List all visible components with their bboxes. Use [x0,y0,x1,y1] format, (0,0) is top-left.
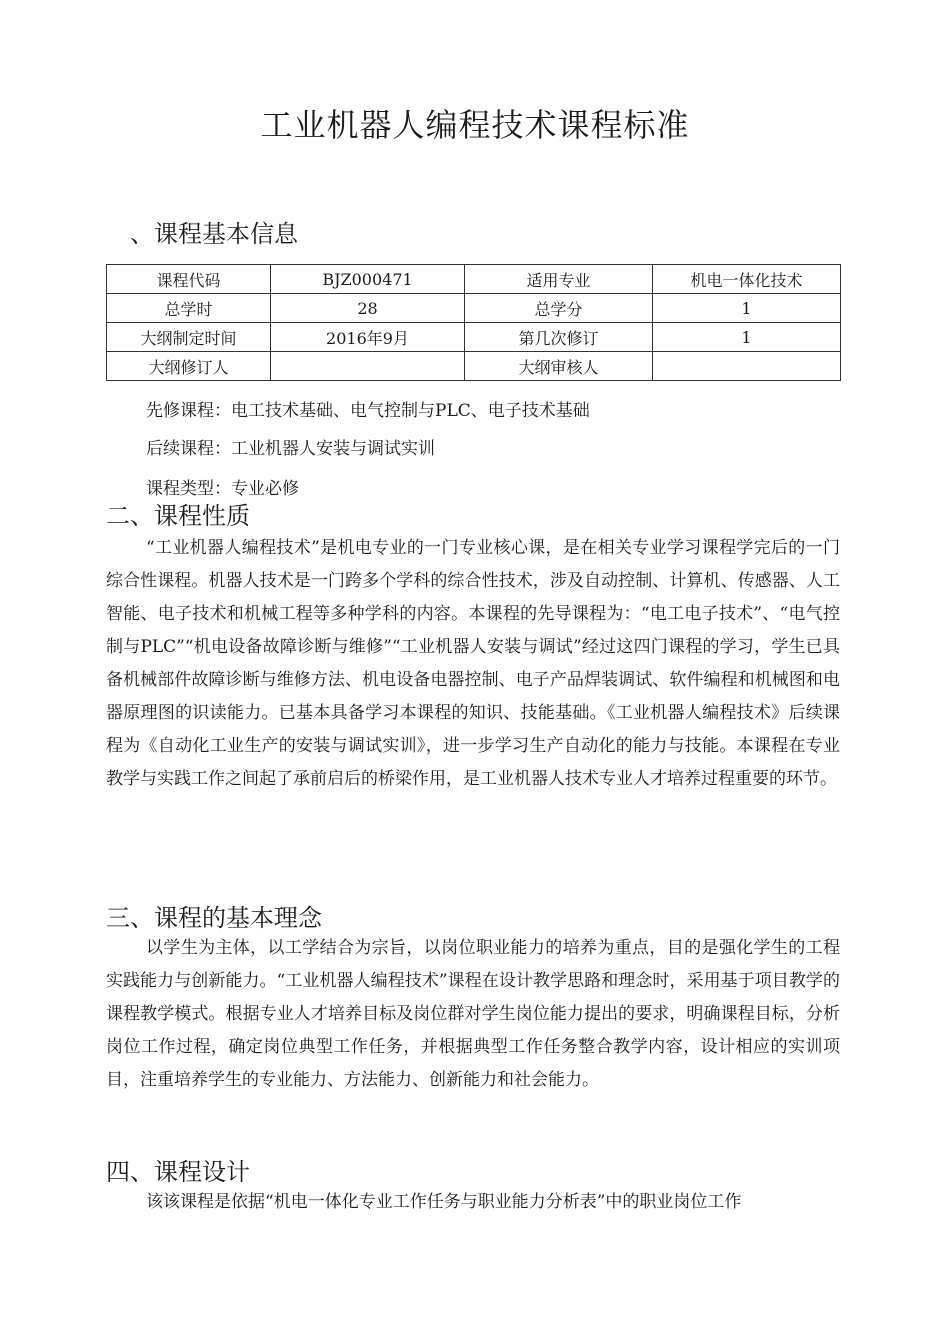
course-type: 课程类型：专业必修 [146,479,299,499]
table-cell: 1 [653,323,841,352]
table-cell: 大纲审核人 [465,352,653,381]
table-cell: BJZ000471 [271,265,465,294]
document-title: 工业机器人编程技术课程标准 [260,106,690,144]
section2-body: “工业机器人编程技术”是机电专业的一门专业核心课，是在相关专业学习课程学完后的一门综合性课程。机器人技术是一门跨多个学科的综合性技术，涉及自动控制、计算机、传感器、人工智能、电子技术和机械工程等多种学科的内容。本课程的先导课程为：“电工电子技术”、“电气控制与PLC”“机电设备故障诊断与维修”“工业机器人安装与调试”经过这四门课程的学习，学生已具备机械部件故障诊断与维修方法、机电设备电器控制、电子产品焊装调试、软件编程和机械图和电器原理图的识读能力。已基本具备学习本课程的知识、技能基础。《工业机器人编程技术》后续课程为《自动化工业生产的安装与调试实训》，进一步学习生产自动化的能力与技能。本课程在专业教学与实践工作之间起了承前启后的桥梁作用，是工业机器人技术专业人才培养过程重要的环节。 [106,538,840,789]
table-cell: 总学时 [107,294,271,323]
prerequisite-courses: 先修课程：电工技术基础、电气控制与PLC、电子技术基础 [146,401,590,421]
table-cell: 大纲制定时间 [107,323,271,352]
section4-heading: 四、课程设计 [106,1158,250,1186]
section3-heading: 三、课程的基本理念 [106,904,322,932]
table-row [107,265,841,294]
table-row [107,352,841,381]
section1-heading: 、课程基本信息 [130,220,298,248]
section4-body: 该该课程是依据“机电一体化专业工作任务与职业能力分析表”中的职业岗位工作 [146,1192,742,1212]
section2-heading: 二、课程性质 [106,502,250,530]
table-cell: 适用专业 [465,265,653,294]
table-cell: 大纲修订人 [107,352,271,381]
table-cell [271,352,465,381]
table-cell: 第几次修订 [465,323,653,352]
table-cell: 总学分 [465,294,653,323]
table-cell: 28 [271,294,465,323]
table-cell: 2016年9月 [271,323,465,352]
table-row [107,294,841,323]
table-cell: 机电一体化技术 [653,265,841,294]
table-cell: 1 [653,294,841,323]
followup-courses: 后续课程：工业机器人安装与调试实训 [146,439,435,459]
course-info-table [106,264,841,381]
table-cell: 课程代码 [107,265,271,294]
table-cell [653,352,841,381]
table-row [107,323,841,352]
section3-body: 以学生为主体，以工学结合为宗旨，以岗位职业能力的培养为重点，目的是强化学生的工程实践能力与创新能力。“工业机器人编程技术”课程在设计教学思路和理念时，采用基于项目教学的课程教学模式。根据专业人才培养目标及岗位群对学生岗位能力提出的要求，明确课程目标，分析岗位工作过程，确定岗位典型工作任务，并根据典型工作任务整合教学内容，设计相应的实训项目，注重培养学生的专业能力、方法能力、创新能力和社会能力。 [106,938,840,1090]
